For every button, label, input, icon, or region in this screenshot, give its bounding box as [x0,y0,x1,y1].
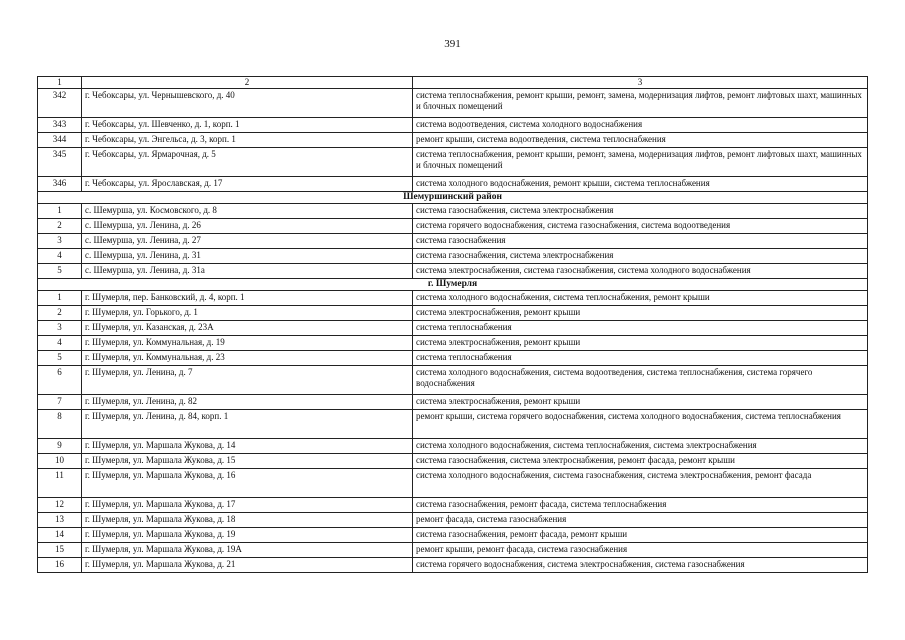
row-works: система теплоснабжения, ремонт крыши, ремонт, замена, модернизация лифтов, ремонт лифтовых шахт, машинных и блочных помещений [413,89,868,118]
table-row [38,291,868,306]
table-row [38,351,868,366]
row-address: г. Чебоксары, ул. Энгельса, д. 3, корп. 1 [82,133,413,148]
row-number: 13 [38,513,82,528]
row-works: ремонт крыши, ремонт фасада, система газоснабжения [413,543,868,558]
row-address: г. Шумерля, ул. Маршала Жукова, д. 16 [82,469,413,498]
header-row [38,77,868,89]
table-row [38,558,868,573]
row-number: 5 [38,351,82,366]
table-row [38,148,868,177]
row-works: система теплоснабжения, ремонт крыши, ремонт, замена, модернизация лифтов, ремонт лифтовых шахт, машинных и блочных помещений [413,148,868,177]
section-row [38,279,868,291]
row-works: система горячего водоснабжения, система газоснабжения, система водоотведения [413,219,868,234]
row-address: г. Шумерля, ул. Ленина, д. 82 [82,395,413,410]
table-row [38,264,868,279]
table-row [38,469,868,498]
row-number: 1 [38,204,82,219]
table-row [38,513,868,528]
row-works: система газоснабжения, ремонт фасада, ремонт крыши [413,528,868,543]
table-row [38,498,868,513]
header-cell-1: 1 [38,77,82,89]
table-row [38,336,868,351]
table-row [38,366,868,395]
page-number: 391 [444,38,461,50]
row-number: 345 [38,148,82,177]
row-number: 14 [38,528,82,543]
row-address: г. Шумерля, пер. Банковский, д. 4, корп. 1 [82,291,413,306]
row-number: 4 [38,336,82,351]
table-row [38,249,868,264]
table-row [38,89,868,118]
row-number: 2 [38,219,82,234]
table-row [38,234,868,249]
row-number: 12 [38,498,82,513]
row-number: 7 [38,395,82,410]
row-works: система холодного водоснабжения, система теплоснабжения, ремонт крыши [413,291,868,306]
row-address: г. Шумерля, ул. Маршала Жукова, д. 21 [82,558,413,573]
row-number: 16 [38,558,82,573]
row-address: г. Чебоксары, ул. Ярмарочная, д. 5 [82,148,413,177]
header-cell-3: 3 [413,77,868,89]
table-row [38,321,868,336]
row-address: г. Шумерля, ул. Маршала Жукова, д. 14 [82,439,413,454]
row-works: система холодного водоснабжения, ремонт крыши, система теплоснабжения [413,177,868,192]
row-works: система теплоснабжения [413,321,868,336]
row-number: 5 [38,264,82,279]
row-works: система электроснабжения, ремонт крыши [413,395,868,410]
row-works: система электроснабжения, система газоснабжения, система холодного водоснабжения [413,264,868,279]
row-address: г. Шумерля, ул. Маршала Жукова, д. 19 [82,528,413,543]
table-row [38,177,868,192]
table-row [38,543,868,558]
row-address: г. Шумерля, ул. Маршала Жукова, д. 19А [82,543,413,558]
row-address: г. Шумерля, ул. Маршала Жукова, д. 18 [82,513,413,528]
header-cell-2: 2 [82,77,413,89]
row-works: система газоснабжения, система электроснабжения, ремонт фасада, ремонт крыши [413,454,868,469]
row-address: г. Шумерля, ул. Горького, д. 1 [82,306,413,321]
row-number: 3 [38,234,82,249]
row-works: ремонт крыши, система водоотведения, система теплоснабжения [413,133,868,148]
row-number: 9 [38,439,82,454]
row-works: система водоотведения, система холодного водоснабжения [413,118,868,133]
row-address: с. Шемурша, ул. Ленина, д. 31а [82,264,413,279]
row-number: 10 [38,454,82,469]
section-row [38,192,868,204]
table-row [38,454,868,469]
row-address: г. Шумерля, ул. Коммунальная, д. 19 [82,336,413,351]
repair-table [37,76,868,573]
row-works: ремонт крыши, система горячего водоснабжения, система холодного водоснабжения, система теплоснабжения [413,410,868,439]
row-works: система газоснабжения, ремонт фасада, система теплоснабжения [413,498,868,513]
row-works: система электроснабжения, ремонт крыши [413,306,868,321]
row-works: система газоснабжения, система электроснабжения [413,249,868,264]
row-number: 11 [38,469,82,498]
row-address: с. Шемурша, ул. Космовского, д. 8 [82,204,413,219]
row-number: 6 [38,366,82,395]
section-title: г. Шумерля [38,279,868,291]
row-works: ремонт фасада, система газоснабжения [413,513,868,528]
table-row [38,528,868,543]
row-address: г. Чебоксары, ул. Ярославская, д. 17 [82,177,413,192]
row-address: с. Шемурша, ул. Ленина, д. 27 [82,234,413,249]
row-number: 3 [38,321,82,336]
row-number: 8 [38,410,82,439]
row-works: система теплоснабжения [413,351,868,366]
section-title: Шемуршинский район [38,192,868,204]
row-address: г. Шумерля, ул. Казанская, д. 23А [82,321,413,336]
row-address: г. Шумерля, ул. Маршала Жукова, д. 17 [82,498,413,513]
row-number: 2 [38,306,82,321]
row-address: с. Шемурша, ул. Ленина, д. 31 [82,249,413,264]
row-works: система электроснабжения, ремонт крыши [413,336,868,351]
table-row [38,306,868,321]
table-row [38,439,868,454]
row-number: 343 [38,118,82,133]
row-works: система холодного водоснабжения, система теплоснабжения, система электроснабжения [413,439,868,454]
row-works: система газоснабжения, система электроснабжения [413,204,868,219]
table-row [38,410,868,439]
row-number: 15 [38,543,82,558]
table-row [38,219,868,234]
row-number: 342 [38,89,82,118]
row-address: г. Шумерля, ул. Ленина, д. 7 [82,366,413,395]
table-body [38,77,868,573]
table-row [38,204,868,219]
row-number: 4 [38,249,82,264]
row-address: г. Шумерля, ул. Ленина, д. 84, корп. 1 [82,410,413,439]
row-number: 1 [38,291,82,306]
row-address: г. Шумерля, ул. Коммунальная, д. 23 [82,351,413,366]
table-row [38,395,868,410]
row-address: г. Чебоксары, ул. Чернышевского, д. 40 [82,89,413,118]
row-works: система холодного водоснабжения, система водоотведения, система теплоснабжения, система горячего водоснабжения [413,366,868,395]
table-row [38,133,868,148]
table-row [38,118,868,133]
row-works: система горячего водоснабжения, система электроснабжения, система газоснабжения [413,558,868,573]
row-address: с. Шемурша, ул. Ленина, д. 26 [82,219,413,234]
row-address: г. Шумерля, ул. Маршала Жукова, д. 15 [82,454,413,469]
row-address: г. Чебоксары, ул. Шевченко, д. 1, корп. 1 [82,118,413,133]
row-number: 346 [38,177,82,192]
row-works: система холодного водоснабжения, система газоснабжения, система электроснабжения, ремонт фасада [413,469,868,498]
row-number: 344 [38,133,82,148]
row-works: система газоснабжения [413,234,868,249]
